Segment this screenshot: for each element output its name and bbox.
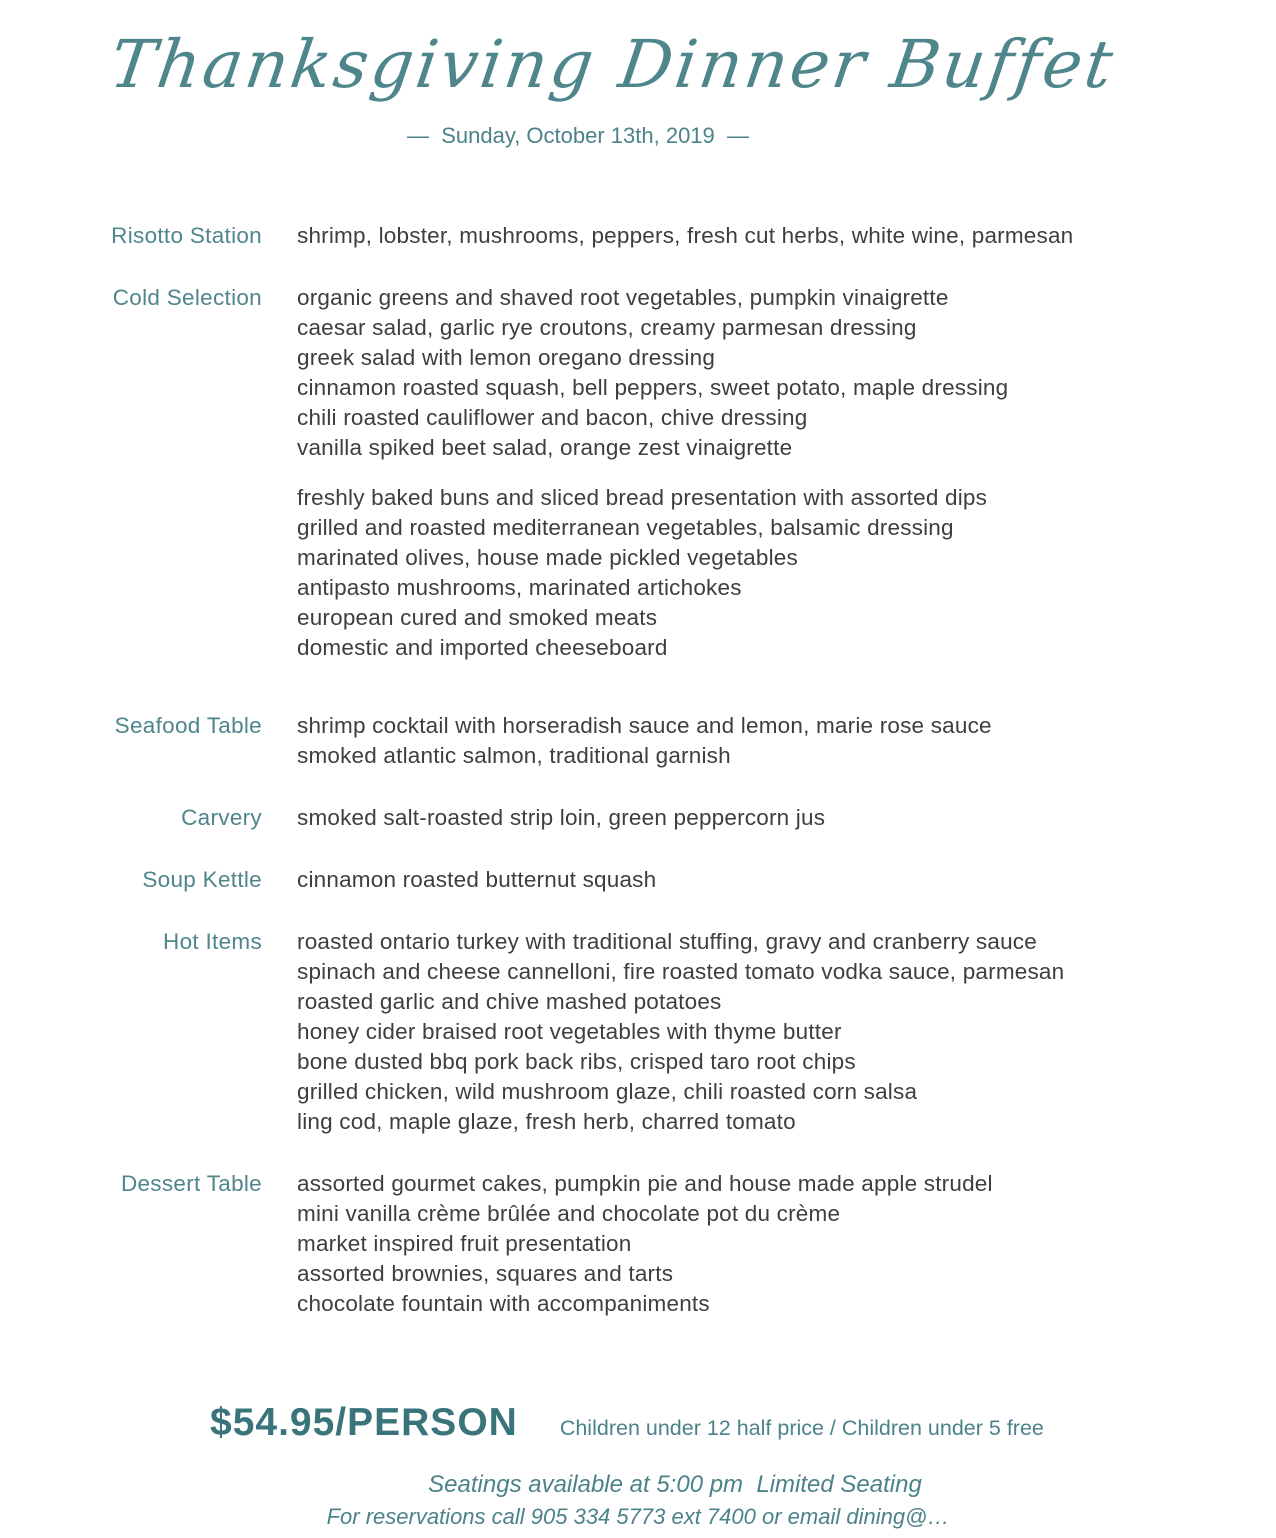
pricing-row bbox=[0, 1401, 1276, 1445]
reservation-contact-note: For reservations call 905 334 5773 ext 7400 or email dining@… bbox=[326, 1504, 950, 1529]
menu-item-line: shrimp, lobster, mushrooms, peppers, fresh cut herbs, white wine, parmesan bbox=[297, 223, 1074, 248]
price-per-person: $54.95/PERSON bbox=[210, 1401, 518, 1444]
section-label: Carvery bbox=[181, 805, 262, 830]
menu-item-line: chocolate fountain with accompaniments bbox=[297, 1291, 710, 1316]
menu-item-line: roasted ontario turkey with traditional stuffing, gravy and cranberry sauce bbox=[297, 929, 1037, 954]
menu-item-line: mini vanilla crème brûlée and chocolate pot du crème bbox=[297, 1201, 841, 1226]
item-group bbox=[297, 803, 825, 833]
menu-item-line: freshly baked buns and sliced bread presentation with assorted dips bbox=[297, 485, 988, 510]
menu-item-line: caesar salad, garlic rye croutons, creamy parmesan dressing bbox=[297, 315, 917, 340]
menu-item-line: european cured and smoked meats bbox=[297, 605, 658, 630]
section-items bbox=[297, 1169, 993, 1319]
menu-item-line: smoked salt-roasted strip loin, green peppercorn jus bbox=[297, 805, 826, 830]
menu-item-line: antipasto mushrooms, marinated artichokes bbox=[297, 575, 742, 600]
menu-item-line: ling cod, maple glaze, fresh herb, charred tomato bbox=[297, 1109, 796, 1134]
section-items bbox=[297, 865, 656, 895]
menu-item-line: shrimp cocktail with horseradish sauce and lemon, marie rose sauce bbox=[297, 713, 992, 738]
menu-item-line: market inspired fruit presentation bbox=[297, 1231, 632, 1256]
menu-item-line: assorted gourmet cakes, pumpkin pie and house made apple strudel bbox=[297, 1171, 993, 1196]
menu-item-line: spinach and cheese cannelloni, fire roasted tomato vodka sauce, parmesan bbox=[297, 959, 1065, 984]
section-label: Hot Items bbox=[163, 929, 262, 954]
section-label: Risotto Station bbox=[111, 223, 262, 248]
menu-item-line: cinnamon roasted squash, bell peppers, sweet potato, maple dressing bbox=[297, 375, 1009, 400]
item-group bbox=[297, 1169, 993, 1319]
menu-item-line: vanilla spiked beet salad, orange zest vinaigrette bbox=[297, 435, 793, 460]
section-label: Dessert Table bbox=[120, 1171, 262, 1196]
menu-item-line: smoked atlantic salmon, traditional garnish bbox=[297, 743, 731, 768]
menu-item-line: honey cider braised root vegetables with thyme butter bbox=[297, 1019, 842, 1044]
section-items bbox=[297, 711, 992, 771]
menu-item-line: bone dusted bbq pork back ribs, crisped taro root chips bbox=[297, 1049, 856, 1074]
menu-item-line: chili roasted cauliflower and bacon, chive dressing bbox=[297, 405, 808, 430]
section-items bbox=[297, 803, 825, 833]
menu-item-line: domestic and imported cheeseboard bbox=[297, 635, 668, 660]
menu-item-line: marinated olives, house made pickled vegetables bbox=[297, 545, 798, 570]
menu-item-line: assorted brownies, squares and tarts bbox=[297, 1261, 674, 1286]
item-group bbox=[297, 865, 656, 895]
menu-section bbox=[0, 221, 1276, 251]
menu-item-line: organic greens and shaved root vegetables, pumpkin vinaigrette bbox=[297, 285, 949, 310]
section-items bbox=[297, 927, 1064, 1137]
menu-item-line: cinnamon roasted butternut squash bbox=[297, 867, 657, 892]
event-date: — Sunday, October 13th, 2019 — bbox=[406, 123, 749, 148]
item-group bbox=[297, 483, 1008, 663]
menu-section bbox=[0, 1169, 1276, 1319]
menu-item-line: grilled chicken, wild mushroom glaze, chili roasted corn salsa bbox=[297, 1079, 918, 1104]
children-pricing-note: Children under 12 half price / Children under 5 free bbox=[559, 1416, 1044, 1440]
menu-section bbox=[0, 283, 1276, 663]
menu-item-line: greek salad with lemon oregano dressing bbox=[297, 345, 716, 370]
item-group bbox=[297, 221, 1073, 251]
menu-item-line: grilled and roasted mediterranean vegetables, balsamic dressing bbox=[297, 515, 954, 540]
item-group bbox=[297, 283, 1008, 463]
menu-item-line: roasted garlic and chive mashed potatoes bbox=[297, 989, 722, 1014]
menu-section bbox=[0, 865, 1276, 895]
section-label: Seafood Table bbox=[114, 713, 262, 738]
menu-section bbox=[0, 927, 1276, 1137]
item-group bbox=[297, 711, 992, 771]
section-label: Cold Selection bbox=[112, 285, 262, 310]
section-items bbox=[297, 221, 1073, 251]
section-items bbox=[297, 283, 1008, 663]
menu-sections bbox=[0, 221, 1276, 1319]
item-group bbox=[297, 927, 1064, 1137]
page-header bbox=[0, 0, 1276, 149]
menu-section bbox=[0, 711, 1276, 771]
seating-availability-note: Seatings available at 5:00 pm Limited Seating bbox=[428, 1471, 922, 1498]
page-title: Thanksgiving Dinner Buffet bbox=[105, 26, 1121, 103]
section-label: Soup Kettle bbox=[142, 867, 262, 892]
menu-section bbox=[0, 803, 1276, 833]
